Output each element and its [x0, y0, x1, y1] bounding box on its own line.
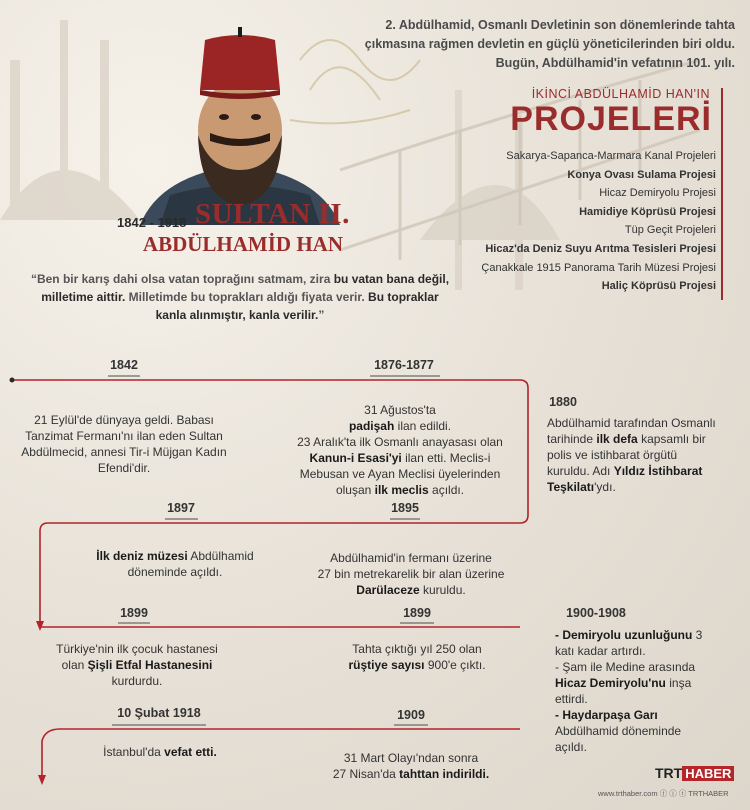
intro-text: 2. Abdülhamid, Osmanlı Devletinin son dönemlerinde tahta çıkmasına rağmen devletin en güçlü yöneticilerinden biri oldu. Bugün, Abdülhamid'in vefatının 101. yılı. — [364, 18, 735, 70]
year-1909: 1909 — [397, 708, 425, 722]
sultan-name-line1: SULTAN II. — [195, 198, 350, 230]
year-1918: 10 Şubat 1918 — [117, 706, 201, 720]
quote: “Ben bir karış dahi olsa vatan toprağını satmam, zira bu vatan bana değil, milletime aittir. Milletimde bu toprakları aldığı fiyata verir. Bu topraklar kanla alınmıştır, kanla verilir.” — [30, 272, 450, 322]
projects-divider — [721, 88, 723, 300]
year-1899-schools: 1899 — [403, 606, 431, 620]
project-item: Hicaz'da Deniz Suyu Arıtma Tesisleri Projesi — [485, 242, 716, 255]
trt-haber-logo: TRT HABER — [655, 765, 734, 783]
project-item: Tüp Geçit Projeleri — [624, 224, 716, 237]
year-1842: 1842 — [110, 358, 138, 372]
project-item: Çanakkale 1915 Panorama Tarih Müzesi Projesi — [481, 261, 716, 274]
event-1895: Abdülhamid'in fermanı üzerine 27 bin metrekarelik bir alan üzerine Darülaceze kuruldu. — [317, 551, 505, 597]
projects-subtitle: İKİNCİ ABDÜLHAMİD HAN'IN — [531, 87, 710, 101]
project-item: Haliç Köprüsü Projesi — [601, 280, 716, 293]
year-1880: 1880 — [549, 395, 577, 409]
lifespan-years: 1842 - 1918 — [117, 215, 187, 230]
project-item: Konya Ovası Sulama Projesi — [567, 168, 716, 181]
projects-list — [460, 147, 716, 296]
event-1842: 21 Eylül'de dünyaya geldi. Babası Tanzimat Fermanı'nı ilan eden Sultan Abdülmecid, annesi Tir-i Müjgan Kadın Efendi'dir. — [21, 413, 227, 475]
footer-social: www.trthaber.com ⓕ ⓘ ⓣ TRTHABER — [598, 789, 729, 798]
year-1900-1908: 1900-1908 — [566, 606, 626, 620]
event-1900-1908: - Demiryolu uzunluğunu 3 katı kadar artırdı. - Şam ile Medine arasında Hicaz Demiryolu'nu inşa ettirdi. - Haydarpaşa Garı Abdülhamid döneminde açıldı. — [555, 628, 703, 754]
event-1899-hospital: Türkiye'nin ilk çocuk hastanesi olan Şişli Etfal Hastanesini kurdurdu. — [56, 642, 218, 688]
project-item: Sakarya-Sapanca-Marmara Kanal Projeleri — [506, 150, 716, 162]
event-1918: İstanbul'da vefat etti. — [103, 745, 217, 759]
event-1909: 31 Mart Olayı'ndan sonra 27 Nisan'da tahttan indirildi. — [332, 751, 490, 781]
event-1899-schools: Tahta çıktığı yıl 250 olan rüştiye sayısı 900'e çıktı. — [348, 642, 486, 672]
event-1880: Abdülhamid tarafından Osmanlı tarihinde ilk defa kapsamlı bir polis ve istihbarat örgütü kuruldu. Adı Yıldız İstihbarat Teşkilatı'ydı. — [547, 416, 716, 494]
event-1897: İlk deniz müzesi Abdülhamid döneminde açıldı. — [96, 549, 254, 579]
year-1899-hospital: 1899 — [120, 606, 148, 620]
event-1876-1877: 31 Ağustos'ta padişah ilan edildi. 23 Aralık'ta ilk Osmanlı anayasası olan Kanun-i Esasi'yi ilan etti. Meclis-i Mebusan ve Ayan Meclisi üyelerinden oluşan ilk meclis açıldı. — [297, 403, 503, 497]
sultan-portrait — [120, 25, 360, 225]
year-1895: 1895 — [391, 501, 419, 515]
sultan-name-line2: ABDÜLHAMİD HAN — [142, 232, 343, 256]
project-item: Hicaz Demiryolu Projesi — [599, 187, 716, 200]
projects-title: PROJELERİ — [510, 100, 712, 138]
project-item: Hamidiye Köprüsü Projesi — [579, 205, 716, 218]
year-1897: 1897 — [167, 501, 195, 515]
year-1876-1877: 1876-1877 — [374, 358, 434, 372]
